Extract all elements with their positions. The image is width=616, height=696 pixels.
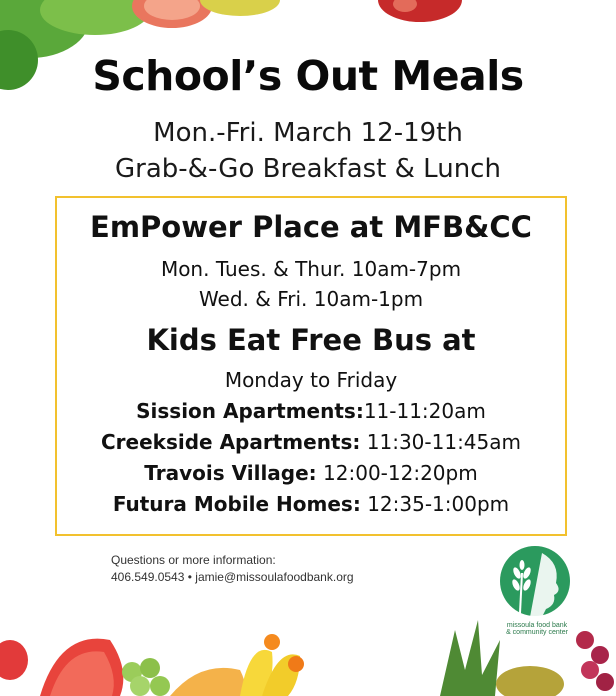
bus-stop-time: 12:00-12:20pm [316,461,478,485]
bus-stop-row [57,492,565,516]
logo-text [496,622,578,636]
bus-stop-row [57,461,565,485]
contact-label: Questions or more information: [111,553,276,567]
bus-stop-time: 11-11:20am [363,399,486,423]
bus-stop-time: 12:35-1:00pm [360,492,510,516]
site-hours-2: Wed. & Fri. 10am-1pm [198,287,424,311]
site-name: EmPower Place at MFB&CC [90,210,532,244]
bus-stop-name: Sission Apartments: [136,399,364,423]
flyer-dates: Mon.-Fri. March 12-19th [153,118,463,148]
bus-stop-name: Creekside Apartments: [101,430,361,454]
bus-stop-row [57,430,565,454]
bus-days: Monday to Friday [224,368,398,392]
contact-details: 406.549.0543 • jamie@missoulafoodbank.org [111,570,354,584]
bus-stop-name: Futura Mobile Homes: [112,492,361,516]
bus-stop-time: 11:30-11:45am [360,430,521,454]
bus-stop-name: Travois Village: [144,461,317,485]
flyer-title: School’s Out Meals [92,52,524,100]
bus-stop-row [57,399,565,423]
bus-heading: Kids Eat Free Bus at [146,323,476,357]
logo-line-2: & community center [506,629,568,636]
logo-line-1: missoula food bank [506,622,568,629]
schedule-box [55,196,567,536]
site-hours-1: Mon. Tues. & Thur. 10am-7pm [160,257,462,281]
flyer-meal-type: Grab-&-Go Breakfast & Lunch [115,154,501,184]
